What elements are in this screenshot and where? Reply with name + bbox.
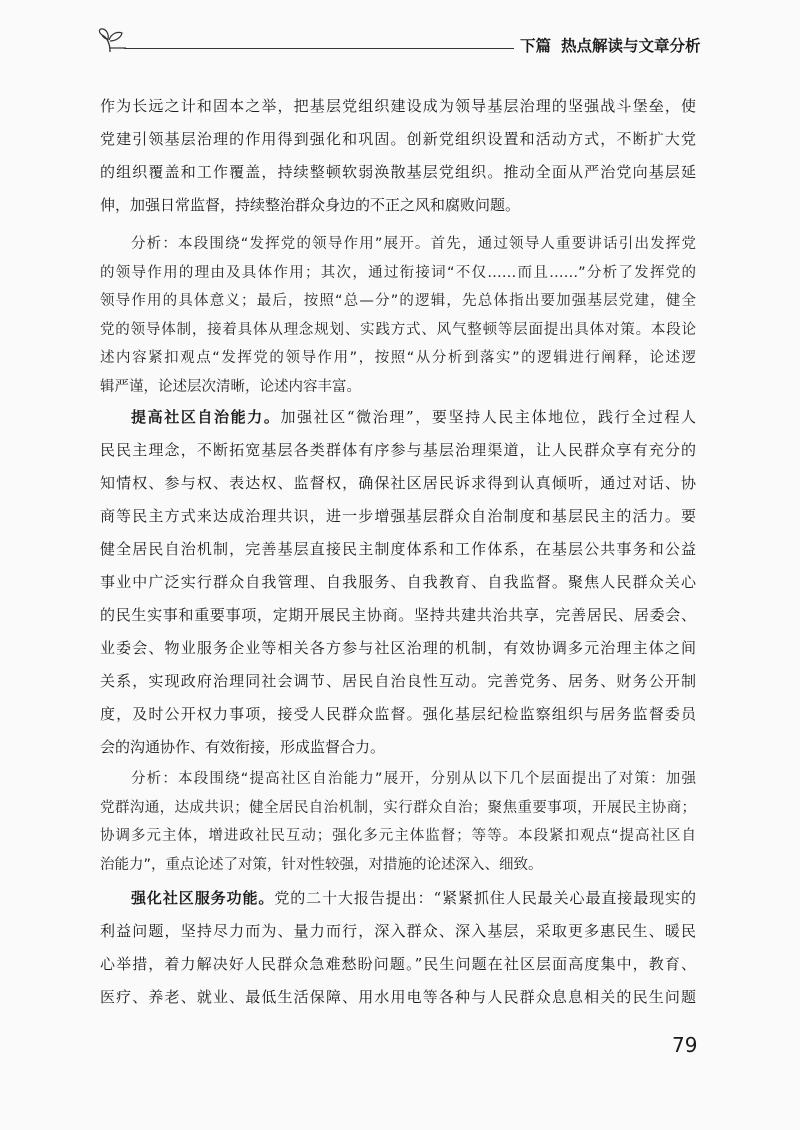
- text-line: 分析：本段围绕“发挥党的领导作用”展开。首先，通过领导人重要讲话引出发挥党: [131, 236, 696, 252]
- page-number: 79: [672, 1033, 698, 1057]
- analysis-paragraph-1: [100, 230, 696, 401]
- text-line: 利益问题，坚持尽力而为、量力而行，深入群众、深入基层，采取更多惠民生、暖民: [100, 922, 696, 940]
- sprout-leaf-icon: [96, 26, 126, 54]
- text-line: 分析：本段围绕“提高社区自治能力”展开，分别从以下几个层面提出了对策：加强: [131, 771, 696, 787]
- text-line: 度，及时公开权力事项，接受人民群众监督。强化基层纪检监察组织与居务监督委员: [100, 705, 696, 723]
- paragraph-community-autonomy: [100, 401, 696, 764]
- analysis-paragraph-2: [100, 765, 696, 879]
- text-line: 领导作用的具体意义；最后，按照“总—分”的逻辑，先总体指出要加强基层党建，健全: [100, 293, 696, 309]
- text-line: 会的沟通协作、有效衔接，形成监督合力。: [100, 738, 386, 756]
- text-line: 党群沟通，达成共识；健全居民自治机制，实行群众自治；聚焦重要事项，开展民主协商；: [100, 799, 696, 816]
- paragraph-lead: 强化社区服务功能。: [131, 889, 275, 907]
- text-line: [100, 401, 696, 434]
- text-line: 党建引领基层治理的作用得到强化和巩固。创新党组织设置和活动方式，不断扩大党: [100, 130, 696, 148]
- text-line: 心举措，着力解决好人民群众急难愁盼问题。”民生问题在社区层面高度集中，教育、: [100, 955, 696, 973]
- text-line: 作为长远之计和固本之举，把基层党组织建设成为领导基层治理的坚强战斗堡垒，使: [100, 97, 696, 115]
- text-line: 述内容紧扣观点“发挥党的领导作用”，按照“从分析到落实”的逻辑进行阐释，论述逻: [100, 350, 696, 366]
- text-line: 健全居民自治机制，完善基层直接民主制度体系和工作体系，在基层公共事务和公益: [100, 540, 696, 558]
- text-line: 医疗、养老、就业、最低生活保障、用水用电等各种与人民群众息息相关的民生问题: [100, 988, 696, 1006]
- text-line: 民民主理念，不断拓宽基层各类群体有序参与基层治理渠道，让人民群众享有充分的: [100, 441, 696, 459]
- text-line: 关系，实现政府治理同社会调节、居民自治良性互动。完善党务、居务、财务公开制: [100, 672, 696, 690]
- text-line: 伸，加强日常监督，持续整治群众身边的不正之风和腐败问题。: [100, 196, 521, 214]
- text-line: [100, 882, 696, 915]
- text-line: 的民生实事和重要事项，定期开展民主协商。坚持共建共治共享，完善居民、居委会、: [100, 606, 696, 624]
- text-line: 的组织覆盖和工作覆盖，持续整顿软弱涣散基层党组织。推动全面从严治党向基层延: [100, 163, 696, 181]
- header-rule: [124, 48, 514, 49]
- text-line-rest: 加强社区“微治理”，要坚持人民主体地位，践行全过程人: [280, 408, 696, 426]
- text-line: 辑严谨，论述层次清晰，论述内容丰富。: [100, 378, 361, 395]
- text-line: 事业中广泛实行群众自我管理、自我服务、自我教育、自我监督。聚焦人民群众关心: [100, 573, 696, 591]
- header-title: 热点解读与文章分析: [561, 37, 701, 55]
- text-line: 治能力”，重点论述了对策，针对性较强，对措施的论述深入、细致。: [100, 856, 543, 873]
- paragraph-lead: 提高社区自治能力。: [131, 408, 281, 426]
- text-line: 业委会、物业服务企业等相关各方参与社区治理的机制，有效协调多元治理主体之间: [100, 639, 696, 657]
- paragraph-community-services: [100, 882, 696, 1014]
- text-line: 党的领导体制，接着具体从理念规划、实践方式、风气整顿等层面提出具体对策。本段论: [100, 321, 696, 338]
- text-line: 商等民主方式来达成治理共识，进一步增强基层群众自治制度和基层民主的活力。要: [100, 507, 696, 525]
- text-line: 的领导作用的理由及具体作用；其次，通过衔接词“不仅……而且……”分析了发挥党的: [100, 264, 696, 281]
- text-line-rest: 党的二十大报告提出：“紧紧抓住人民最关心最直接最现实的: [274, 889, 696, 907]
- header-part: 下篇: [520, 37, 552, 55]
- running-header: [520, 34, 701, 56]
- paragraph-party-leadership: [100, 90, 696, 222]
- text-line: 协调多元主体，增进政社民互动；强化多元主体监督；等等。本段紧扣观点“提高社区自: [100, 828, 696, 844]
- text-line: 知情权、参与权、表达权、监督权，确保社区居民诉求得到认真倾听，通过对话、协: [100, 474, 696, 492]
